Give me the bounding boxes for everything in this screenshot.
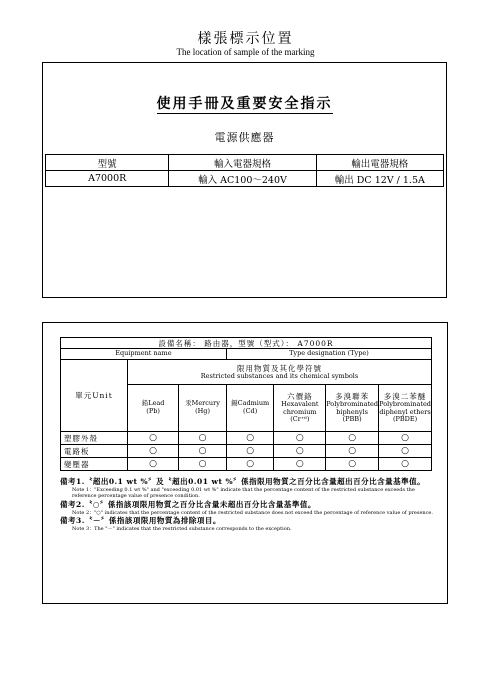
unit-name: 變壓器	[61, 458, 128, 471]
manual-subtitle: 電源供應器	[214, 131, 275, 144]
spec-input-value: 輸入 AC100～240V	[169, 171, 316, 187]
spec-data-row	[46, 171, 444, 187]
note-3-en: Note 3：The "－" indicates that the restricted substance corresponds to the exception.	[72, 525, 292, 532]
spec-table	[45, 154, 444, 187]
presence-mark: ○	[127, 445, 178, 458]
spec-output-value: 輸出 DC 12V / 1.5A	[316, 171, 443, 187]
presence-mark: ○	[226, 432, 274, 445]
table-row	[61, 445, 432, 458]
presence-mark: ○	[379, 432, 432, 445]
restricted-en: Restricted substances and its chemical symbols	[200, 371, 359, 380]
note-2-en: Note 2："○" indicates that the percentage content of the restricted substance does not exceed the percentage of reference value of presence.	[72, 509, 433, 516]
substance-hexavalent-chromium: 六價鉻 Hexavalent chromium (Cr⁺⁶)	[274, 385, 326, 432]
note-1-zh: 備考1.〝超出0.1 wt %〞及〝超出0.01 wt %〞係指限用物質之百分比含量超出百分比含量基準值。	[60, 477, 426, 486]
unit-name: 塑膠外殼	[61, 432, 128, 445]
equipment-line: 設備名稱： 路由器，型號（型式）： A7000R	[61, 338, 432, 349]
substance-cadmium: 鎘Cadmium (Cd)	[226, 385, 274, 432]
spec-col-output: 輸出電器規格	[316, 155, 443, 171]
substance-mercury: 汞Mercury (Hg)	[179, 385, 227, 432]
presence-mark: ○	[226, 445, 274, 458]
substance-pbde: 多溴二苯醚 Polybrominated diphenyl ethers (PBDE)	[379, 385, 432, 432]
note-3-zh: 備考3.〝－〞係指該項限用物質為排除項目。	[60, 516, 221, 525]
page-heading-en: The location of sample of the marking	[176, 47, 315, 57]
presence-mark: ○	[179, 432, 227, 445]
spec-model-value: A7000R	[46, 171, 169, 187]
table-row	[61, 458, 432, 471]
spec-col-input: 輸入電器規格	[169, 155, 316, 171]
rohs-label-box	[42, 322, 448, 604]
presence-mark: ○	[179, 458, 227, 471]
presence-mark: ○	[326, 458, 379, 471]
unit-name: 電路板	[61, 445, 128, 458]
presence-mark: ○	[379, 458, 432, 471]
manual-title: 使用手冊及重要安全指示	[156, 96, 333, 112]
equipment-row	[61, 338, 432, 349]
equipment-name-en: Equipment name	[61, 349, 227, 360]
presence-mark: ○	[179, 445, 227, 458]
type-designation-en: Type designation (Type)	[226, 349, 431, 360]
spec-header-row	[46, 155, 444, 171]
rohs-table	[60, 337, 432, 471]
note-1-en: Note 1："Exceeding 0.1 wt %" and "exceeding 0.01 wt %" indicate that the percentage content of the restricted substance exceeds the reference percentage value of presence condition.	[72, 486, 415, 500]
page-heading-zh: 樣張標示位置	[197, 31, 294, 47]
note-2-zh: 備考2.〝○〞係指該項限用物質之百分比含量未超出百分比含量基準值。	[60, 499, 316, 509]
presence-mark: ○	[379, 445, 432, 458]
substance-pbb: 多溴聯苯 Polybrominated biphenyls (PBB)	[326, 385, 379, 432]
presence-mark: ○	[127, 458, 178, 471]
restricted-zh: 限用物質及其化學符號	[236, 363, 322, 373]
presence-mark: ○	[274, 458, 326, 471]
presence-mark: ○	[226, 458, 274, 471]
restricted-heading	[127, 360, 431, 385]
presence-mark: ○	[326, 432, 379, 445]
unit-label: 單元Unit	[61, 360, 128, 432]
spec-col-model: 型號	[46, 155, 169, 171]
presence-mark: ○	[127, 432, 178, 445]
substance-lead: 鉛Lead (Pb)	[127, 385, 178, 432]
presence-mark: ○	[274, 445, 326, 458]
table-row	[61, 432, 432, 445]
equipment-en-row	[61, 349, 432, 360]
restricted-row	[61, 360, 432, 385]
manual-label-box	[42, 62, 447, 298]
presence-mark: ○	[274, 432, 326, 445]
notes-block	[60, 477, 440, 532]
presence-mark: ○	[326, 445, 379, 458]
